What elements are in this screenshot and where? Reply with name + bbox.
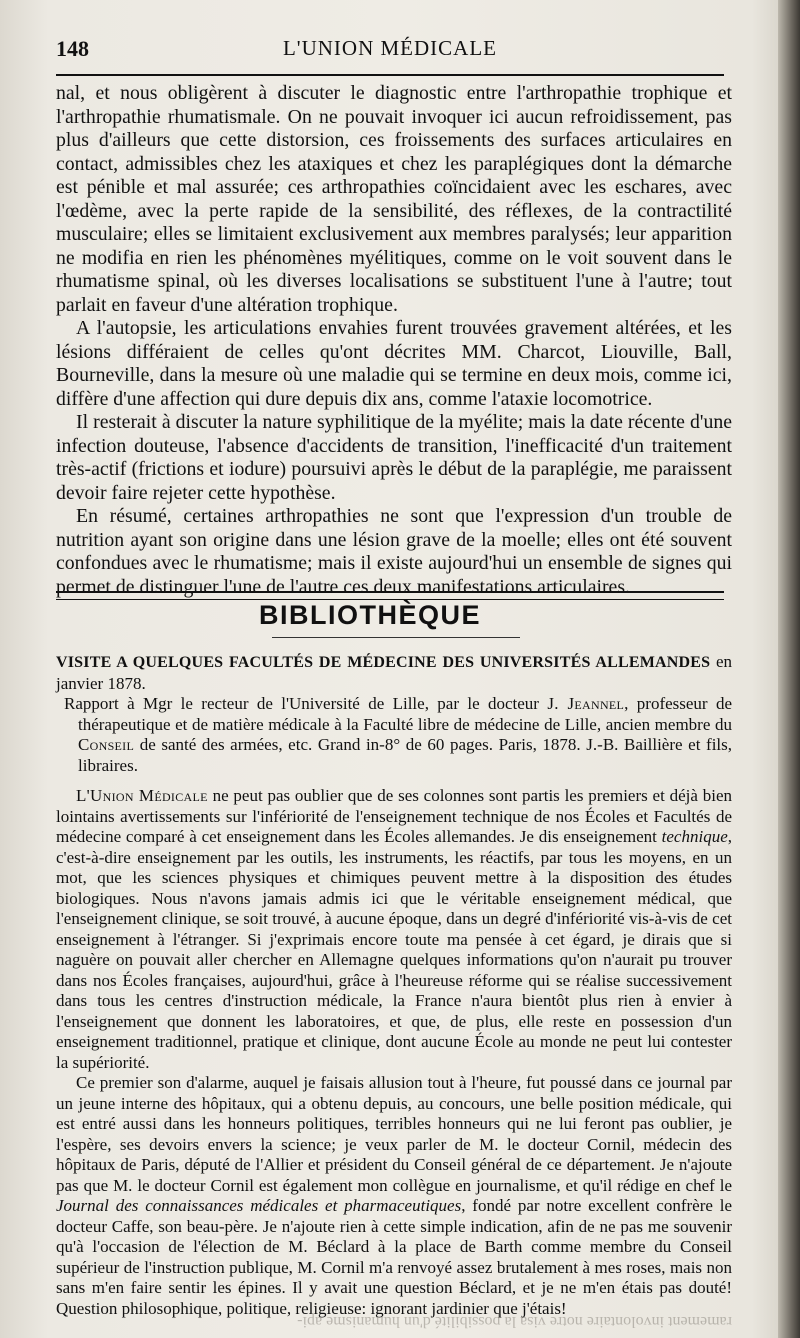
book-spine-shadow bbox=[778, 0, 800, 1338]
title-underline bbox=[272, 637, 520, 638]
review-text: , c'est-à-dire enseignement par les outils, les instruments, les réactifs, par tous les moyens, en un mot, que les sciences physiques et chimiques peuvent mettre à la disposition des études biologiques. Nous n'avons jamais admis ici que le véritable enseignement médical, que l'enseignement clinique, se soit trouvé, à aucune époque, dans un degré d'infériorité vis-à-vis de cet enseignement à l'étranger. Si j'exprimais encore toute ma pensée à cet égard, je dirais que si naguère on pouvait aller chercher en Allemagne quelques informations qu'on n'aurait pu trouver dans nos Écoles françaises, aujourd'hui, grâce à l'heureuse réforme qui se réalise successivement dans tous les centres d'instruction médicale, la France n'aura bientôt plus rien à envier à l'enseignement que donnent les laboratoires, et que, de plus, elle reste en possession d'un enseignement traditionnel, pratique et clinique, dont aucune École au monde ne peut lui contester la supériorité. bbox=[56, 827, 732, 1072]
entry-title: VISITE A QUELQUES FACULTÉS DE MÉDECINE DES UNIVERSITÉS ALLEMANDES bbox=[56, 654, 711, 671]
article-paragraph: nal, et nous obligèrent à discuter le diagnostic entre l'arthropathie trophique et l'arthropathie rhumatismale. On ne pouvait invoquer ici aucun refroidissement, pas plus d'ailleurs que cette distorsion, ces froissements des surfaces articulaires en contact, admissibles chez les ataxiques et chez les paraplégiques dont la démarche est pénible et mal assurée; ces arthropathies coïncidaient avec les eschares, avec l'œdème, avec la perte rapide de la sensibilité, des réflexes, de la contractilité musculaire; elles se limitaient exclusivement aux membres paralysés; leur apparition ne modifia en rien les phénomènes myélitiques, comme on le voit souvent dans le rhumatisme spinal, où les diverses localisations se substituent l'une à l'autre; tout parlait en faveur d'une altération trophique. bbox=[56, 82, 732, 316]
review-paragraph bbox=[56, 786, 732, 1073]
entry-detail-text: Rapport à Mgr le recteur de l'Université de Lille, par le docteur bbox=[64, 694, 548, 713]
journal-name: L'Union Médicale bbox=[76, 786, 208, 805]
bibliography-entry-title bbox=[56, 652, 732, 694]
article-paragraph: En résumé, certaines arthropathies ne sont que l'expression d'un trouble de nutrition ayant son origine dans une lésion grave de la moelle; elles ont été souvent confondues avec le rhumatisme; mais il existe aujourd'hui un ensemble de signes qui permet de distinguer l'une de l'autre ces deux manifestations articulaires. bbox=[56, 505, 732, 598]
header-rule bbox=[56, 74, 724, 76]
bleed-through-text: ramement involontaire notre visa la possibilité d'un humanisme api- bbox=[297, 1313, 732, 1330]
page-number: 148 bbox=[56, 36, 89, 61]
bibliography-entry-detail bbox=[56, 694, 732, 776]
review-text: , fondé par notre excellent confrère le docteur Caffe, son beau-père. Je n'ajoute rien à cette simple indication, afin de ne pas me souvenir qu'à l'occasion de l'élection de M. Béclard à la place de Barth comme membre du Conseil supérieur de l'instruction publique, M. Cornil m'a renvoyé assez brutalement à mes roses, mais non sans m'en faire sentir les épines. Il y avait une question Béclard, et je ne m'en étais pas douté! Question philosophique, politique, religieuse: ignorant jardinier que j'étais! bbox=[56, 1196, 732, 1318]
bibliotheque-section bbox=[56, 652, 732, 1319]
section-title: BIBLIOTHÈQUE bbox=[258, 600, 481, 630]
section-divider bbox=[56, 591, 724, 600]
review-text: ne peut pas oublier que de ses colonnes sont partis les premiers et déjà bien lointains avertissements sur l'infériorité de l'enseignement technique de nos Écoles et Facultés de médecine comparé à cet enseignement dans les Écoles allemandes. Je dis enseignement bbox=[56, 786, 732, 846]
entry-detail-text: de santé des armées, etc. Grand in-8° de 60 pages. Paris, 1878. J.-B. Baillière et fils, libraires. bbox=[78, 735, 732, 775]
review-text: Ce premier son d'alarme, auquel je faisais allusion tout à l'heure, fut poussé dans ce journal par un jeune interne des hôpitaux, qui a obtenu depuis, au concours, une belle position médicale, qui est entré aussi dans les honneurs politiques, terribles honneurs qui ne lui feront pas oublier, je l'espère, ses devoirs envers la science; je veux parler de M. le docteur Cornil, médecin des hôpitaux de Paris, député de l'Allier et président du Conseil général de ce département. Je n'ajoute pas que M. le docteur Cornil est également mon collègue en journalisme, et qu'il rédige en chef le bbox=[56, 1073, 732, 1195]
review-paragraph bbox=[56, 1073, 732, 1319]
running-title: L'UNION MÉDICALE bbox=[282, 36, 497, 60]
entry-date: en janvier 1878. bbox=[56, 652, 733, 693]
entry-council: Conseil bbox=[78, 735, 135, 754]
article-paragraph: Il resterait à discuter la nature syphilitique de la myélite; mais la date récente d'une infection douteuse, l'absence d'accidents de transition, l'inefficacité d'un traitement très-actif (frictions et iodure) poursuivi après le début de la paraplégie, me paraissent devoir faire rejeter cette hypothèse. bbox=[56, 411, 732, 504]
entry-author: J. Jeannel bbox=[547, 694, 625, 713]
article-continuation bbox=[56, 82, 732, 599]
page-header bbox=[56, 34, 724, 74]
article-paragraph: A l'autopsie, les articulations envahies furent trouvées gravement altérées, et les lésions différaient de celles qu'ont décrites MM. Charcot, Liouville, Ball, Bourneville, dans la mesure où une maladie qui se termine en deux mois, comme ici, diffère d'une affection qui dure depuis dix ans, comme l'ataxie locomotrice. bbox=[56, 317, 732, 410]
emphasis-text: technique bbox=[661, 827, 728, 846]
journal-title-italic: Journal des connaissances médicales et pharmaceutiques bbox=[56, 1196, 462, 1215]
entry-detail-text: , professeur de thérapeutique et de matière médicale à la Faculté libre de médecine de Lille, ancien membre du bbox=[78, 694, 732, 734]
